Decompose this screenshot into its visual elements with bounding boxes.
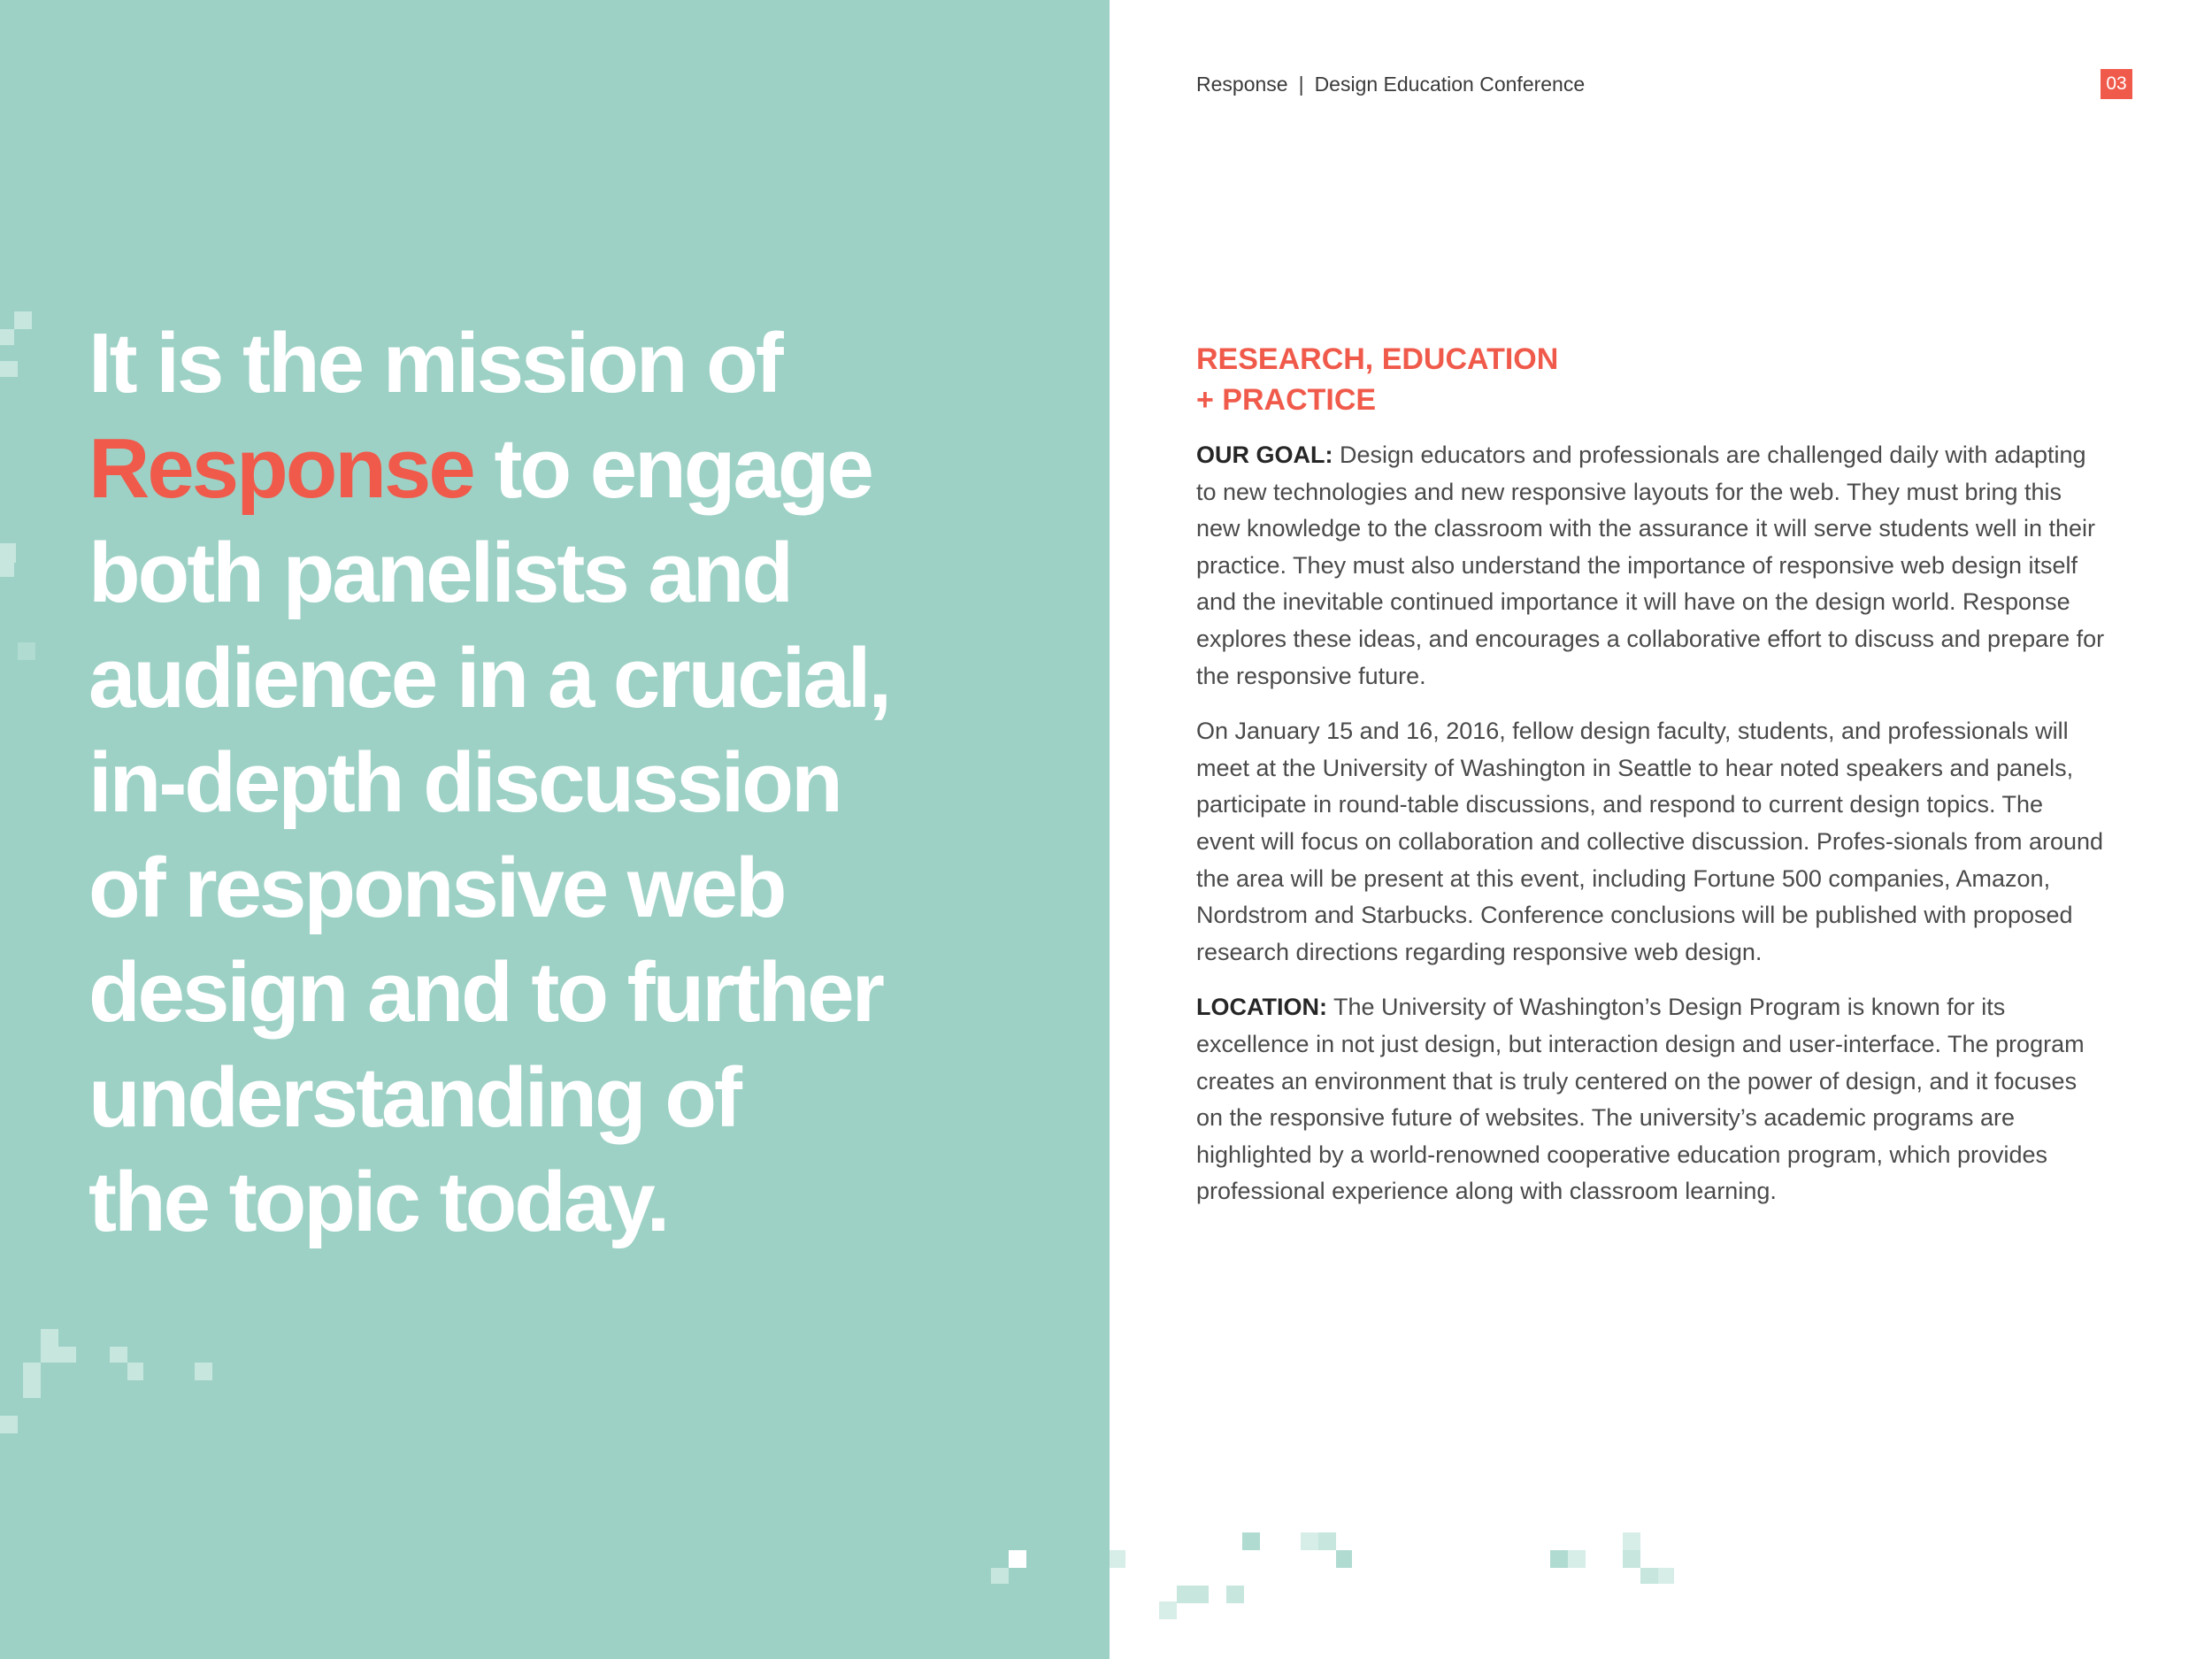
pixel-square <box>1568 1550 1586 1568</box>
pixel-square <box>1623 1550 1640 1568</box>
header-brand: Response <box>1196 73 1288 96</box>
header-subtitle: Design Education Conference <box>1314 73 1586 96</box>
mission-line: It is the mission of <box>88 316 781 411</box>
pixel-square <box>1301 1532 1318 1550</box>
pixel-square <box>1159 1601 1177 1619</box>
pixel-square <box>1550 1550 1568 1568</box>
goal-text: Design educators and professionals are challenged daily with adapting to new technologies and new responsive layouts for the web. They must bring this new knowledge to the classroom with the assurance it will serve students well in their practice. They must also understand the importance of responsive web design itself and the inevitable continued importance it will have on the design world. Response explores these ideas, and encourages a collaborative effort to discuss and prepare for the responsive future. <box>1196 442 2105 689</box>
pixel-square <box>0 1416 18 1433</box>
pixel-square <box>41 1347 76 1363</box>
mission-line: the topic today. <box>88 1155 668 1249</box>
location-label: LOCATION: <box>1196 994 1327 1021</box>
pixel-square <box>1226 1586 1244 1603</box>
mission-line: understanding of <box>88 1049 740 1145</box>
mission-line: design and to further <box>88 945 882 1040</box>
section-heading <box>1196 339 1816 420</box>
mission-statement <box>88 311 1079 1256</box>
pixel-square <box>41 1329 58 1347</box>
pixel-square <box>1318 1532 1336 1550</box>
pixel-square <box>1623 1532 1640 1550</box>
mission-highlight-response: Response <box>88 420 473 516</box>
pixel-square <box>18 642 35 660</box>
header-separator: | <box>1298 73 1304 96</box>
pixel-square <box>1177 1586 1209 1603</box>
pixel-square <box>23 1363 41 1398</box>
pixel-square <box>1110 1550 1125 1568</box>
pixel-square <box>1009 1550 1026 1568</box>
pixel-square <box>1242 1532 1260 1550</box>
pixel-square <box>0 329 14 345</box>
goal-paragraph <box>1196 437 2108 695</box>
pixel-square <box>195 1363 212 1380</box>
pixel-square <box>991 1568 1009 1584</box>
pixel-square <box>0 563 14 577</box>
mission-line: in-depth discussion <box>88 735 841 830</box>
mission-line: of responsive web <box>88 840 785 935</box>
goal-label: OUR GOAL: <box>1196 442 1333 468</box>
page-number-badge: 03 <box>2101 69 2132 99</box>
location-text: The University of Washington’s Design Program is known for its excellence in not just design, but interaction design and user-interface. The program creates an environment that is truly centered on the power of design, and it focuses on the responsive future of websites. The university’s academic programs are highlighted by a world-renowned cooperative education program, which provides professional experience along with classroom learning. <box>1196 994 2085 1205</box>
event-paragraph: On January 15 and 16, 2016, fellow design faculty, students, and professionals will meet at the University of Washington in Seattle to hear noted speakers and panels, participate in round-table discussions, and respond to current design topics. The event will focus on collaboration and collective discussion. Profes-sionals from around the area will be present at this event, including Fortune 500 companies, Amazon, Nordstrom and Starbucks. Conference conclusions will be published with proposed research directions regarding responsive web design. <box>1196 718 2104 965</box>
mission-line: to engage <box>472 420 872 516</box>
pixel-square <box>0 361 18 377</box>
pixel-square <box>1336 1550 1352 1568</box>
mission-line: audience in a crucial, <box>88 630 890 726</box>
pixel-square <box>1640 1568 1658 1584</box>
pixel-square <box>14 311 32 329</box>
pixel-square <box>1658 1568 1674 1584</box>
section-heading-line: RESEARCH, EDUCATION <box>1196 342 1559 376</box>
pixel-square <box>0 543 16 563</box>
pixel-square <box>110 1347 127 1363</box>
pixel-square <box>127 1363 143 1380</box>
running-header <box>1196 71 1585 97</box>
mission-line: both panelists and <box>88 526 792 620</box>
location-paragraph <box>1196 989 2108 1210</box>
section-heading-line: + PRACTICE <box>1196 383 1377 417</box>
body-copy <box>1196 437 2108 1229</box>
